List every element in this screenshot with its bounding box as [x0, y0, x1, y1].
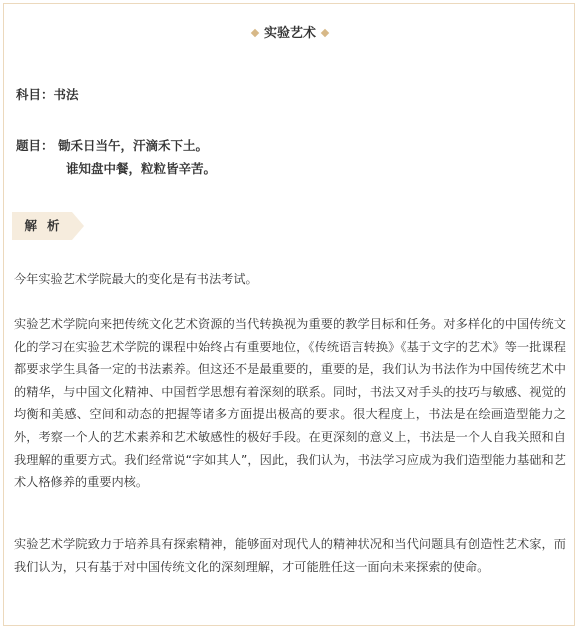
question-label: 题目：: [16, 138, 54, 153]
analysis-label: 解析: [24, 218, 70, 233]
page-header: [0, 22, 580, 41]
analysis-tag: [12, 212, 72, 240]
question-line-1: 锄禾日当午，汗滴禾下土。: [58, 138, 209, 153]
subject-label: 科目：书法: [16, 87, 79, 102]
page-title: 实验艺术: [263, 26, 316, 41]
question-line-2: 谁知盘中餐，粒粒皆辛苦。: [66, 161, 217, 176]
diamond-left-icon: [251, 28, 259, 36]
paragraph-main: 实验艺术学院向来把传统文化艺术资源的当代转换视为重要的教学目标和任务。对多样化的中国传统文化的学习在实验艺术学院的课程中始终占有重要地位，《传统语言转换》《基于文字的艺术》等一批课程都要求学生具备一定的书法素养。但这还不是最重要的，重要的是，我们认为书法作为中国传统艺术中的精华，与中国文化精神、中国哲学思想有着深刻的联系。同时，书法又对手头的技巧与敏感、视觉的均衡和美感、空间和动态的把握等诸多方面提出极高的要求。很大程度上，书法是在绘画造型能力之外，考察一个人的艺术素养和艺术敏感性的极好手段。在更深刻的意义上，书法是一个人自我关照和自我理解的重要方式。我们经常说“字如其人”，因此，我们认为，书法学习应成为我们造型能力基础和艺术人格修养的重要内核。: [14, 317, 566, 490]
paragraph-conclusion: 实验艺术学院致力于培养具有探索精神，能够面对现代人的精神状况和当代问题具有创造性艺术家，而我们认为，只有基于对中国传统文化的深刻理解，才可能胜任这一面向未来探索的使命。: [14, 537, 566, 574]
diamond-right-icon: [321, 28, 329, 36]
paragraph-intro: 今年实验艺术学院最大的变化是有书法考试。: [14, 272, 258, 286]
